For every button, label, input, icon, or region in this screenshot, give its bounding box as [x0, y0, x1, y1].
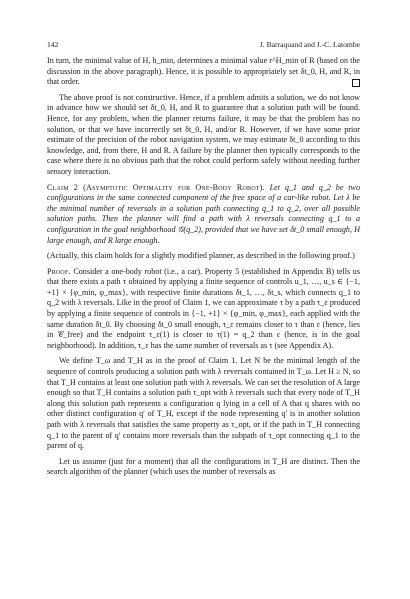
proof-label: Proof.	[47, 266, 71, 276]
paragraph-2: The above proof is not constructive. Hence, if a problem admits a solution, we do not know in advance how we should set δt_0, H, and R to guarantee that a solution path will be found. Hence, for any problem, when the planner returns failure, it may be that the problem has no solution, or that we have incorrectly set δt_0, H, and/or R. However, if we have some prior estimate of the precision of the robot navigation system, we may estimate δt_0 according to this knowledge, and, from there, H and R. A failure by the planner then typically corresponds to the case where there is no obvious path that the robot could perform safely without needing further sensory interaction.	[47, 92, 360, 176]
page-number: 142	[47, 40, 59, 49]
body-text	[47, 56, 360, 483]
paragraph-5: We define T_ω and T_H as in the proof of Claim 1. Let N be the minimal length of the sequence of controls producing a solution path with λ reversals contained in T_ω. Let H ≥ N, so that T_H contains at least one solution path with λ reversals. We can set the resolution of A large enough so that T_H contains a solution path τ_opt with λ reversals such that every node of T_H along this solution path represents a configuration q lying in a cell of A that q shares with no other distinct configuration q′ of T_H, except if the node representing q′ is in another solution path with λ reversals that satisfies the same property as τ_opt, or if the path in T_H connecting q_1 to the parent of q′ contains more reversals than the subpath of τ_opt connecting q_1 to the parent of q.	[47, 356, 360, 451]
claim-label: Claim 2 (Asymptotic Optimality for One-Body Robot).	[47, 182, 265, 192]
running-authors: J. Barraquand and J.-C. Latombe	[259, 40, 360, 49]
claim-text: Let q_1 and q_2 be two configurations in the same connected component of the free space of a car-like robot. Let λ be the minimal number of reversals in a solution path connecting q_1 to q_2, over all possible solution paths. Then the planner will find a path with λ reversals connecting q_1 to a configuration in the goal neighborhood 𝒢(q_2), provided that we have set δt_0 small enough, H large enough, and R large enough.	[47, 182, 360, 245]
running-head	[47, 40, 360, 49]
paragraph-6: Let us assume (just for a moment) that all the configurations in T_H are distinct. Then the search algorithm of the planner (which uses the number of reversals as	[47, 456, 360, 477]
proof-text: Consider a one-body robot (i.e., a car). Property 5 (established in Appendix B) tells us that there exists a path τ obtained by applying a finite sequence of controls u_1, …, u_s ∈ {−1, +1} × {φ_min, φ_max}, with respective finite durations δt_1, …, δt_s, which connects q_1 to q_2 with λ reversals. Like in the proof of Claim 1, we can approximate τ by a path τ_ε produced by applying a finite sequence of controls in {−1, +1} × {φ_min, φ_max}, each applied with the same duration δt_0. By choosing δt_0 small enough, τ_ε remains closer to τ than ε (hence, lies in 𝒞_free) and the endpoint τ_ε(1) is closer to τ(1) = q_2 than ε (hence, is in the goal neighborhood). In addition, τ_ε has the same number of reversals as τ (see Appendix A).	[47, 266, 360, 350]
paragraph-3: (Actually, this claim holds for a slightly modified planner, as described in the following proof.)	[47, 251, 355, 261]
paragraph-1: In turn, the minimal value of H, h_min, determines a minimal value r^H_min of R (based on the discussion in the above paragraph). Hence, it is possible to appropriately set δt_0, H, and R, in that order.	[47, 56, 360, 87]
qed-box-icon	[352, 79, 360, 87]
proof-paragraph	[47, 267, 360, 352]
claim-2	[47, 183, 360, 247]
